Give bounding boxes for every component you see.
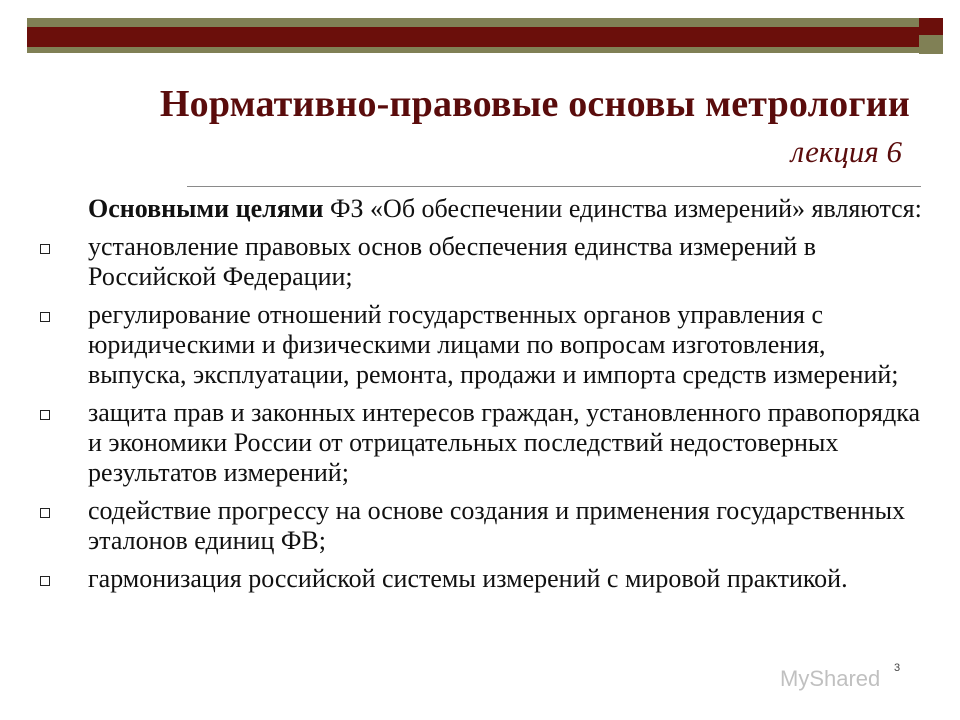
- intro-bold-text: Основными целями: [88, 194, 324, 223]
- square-bullet-icon: [40, 576, 50, 586]
- list-item: [36, 232, 926, 292]
- slide-title: Нормативно-правовые основы метрологии: [159, 83, 910, 125]
- list-item-text: регулирование отношений государственных органов управления с юридическими и физическими лицами по вопросам изготовления, выпуска, эксплуатации, ремонта, продажи и импорта средств измерений;: [88, 300, 899, 389]
- watermark-logo: MyShared: [780, 666, 881, 691]
- decorative-corner-olive: [919, 35, 943, 54]
- square-bullet-icon: [40, 312, 50, 322]
- slide-body: [36, 194, 926, 602]
- page-number: 3: [894, 662, 901, 674]
- decorative-corner-maroon: [919, 18, 943, 35]
- slide-subtitle: лекция 6: [790, 134, 902, 169]
- list-item-text: защита прав и законных интересов граждан, установленного правопорядка и экономики России от отрицательных последствий недостоверных результатов измерений;: [88, 398, 921, 487]
- square-bullet-icon: [40, 508, 50, 518]
- square-bullet-icon: [40, 410, 50, 420]
- intro-text: ФЗ «Об обеспечении единства измерений» являются:: [323, 194, 922, 223]
- list-item: [36, 398, 926, 488]
- list-item-text: гармонизация российской системы измерений с мировой практикой.: [88, 564, 848, 593]
- list-item: [36, 496, 926, 556]
- square-bullet-icon: [40, 244, 50, 254]
- title-divider: [187, 186, 921, 187]
- list-item-text: установление правовых основ обеспечения единства измерений в Российской Федерации;: [88, 232, 816, 291]
- list-item: [36, 300, 926, 390]
- list-item-text: содействие прогрессу на основе создания и применения государственных эталонов единиц ФВ;: [88, 496, 906, 555]
- title-area: [60, 74, 910, 178]
- intro-paragraph: [88, 194, 926, 224]
- list-item: [36, 564, 926, 594]
- decorative-top-bar: [27, 18, 919, 53]
